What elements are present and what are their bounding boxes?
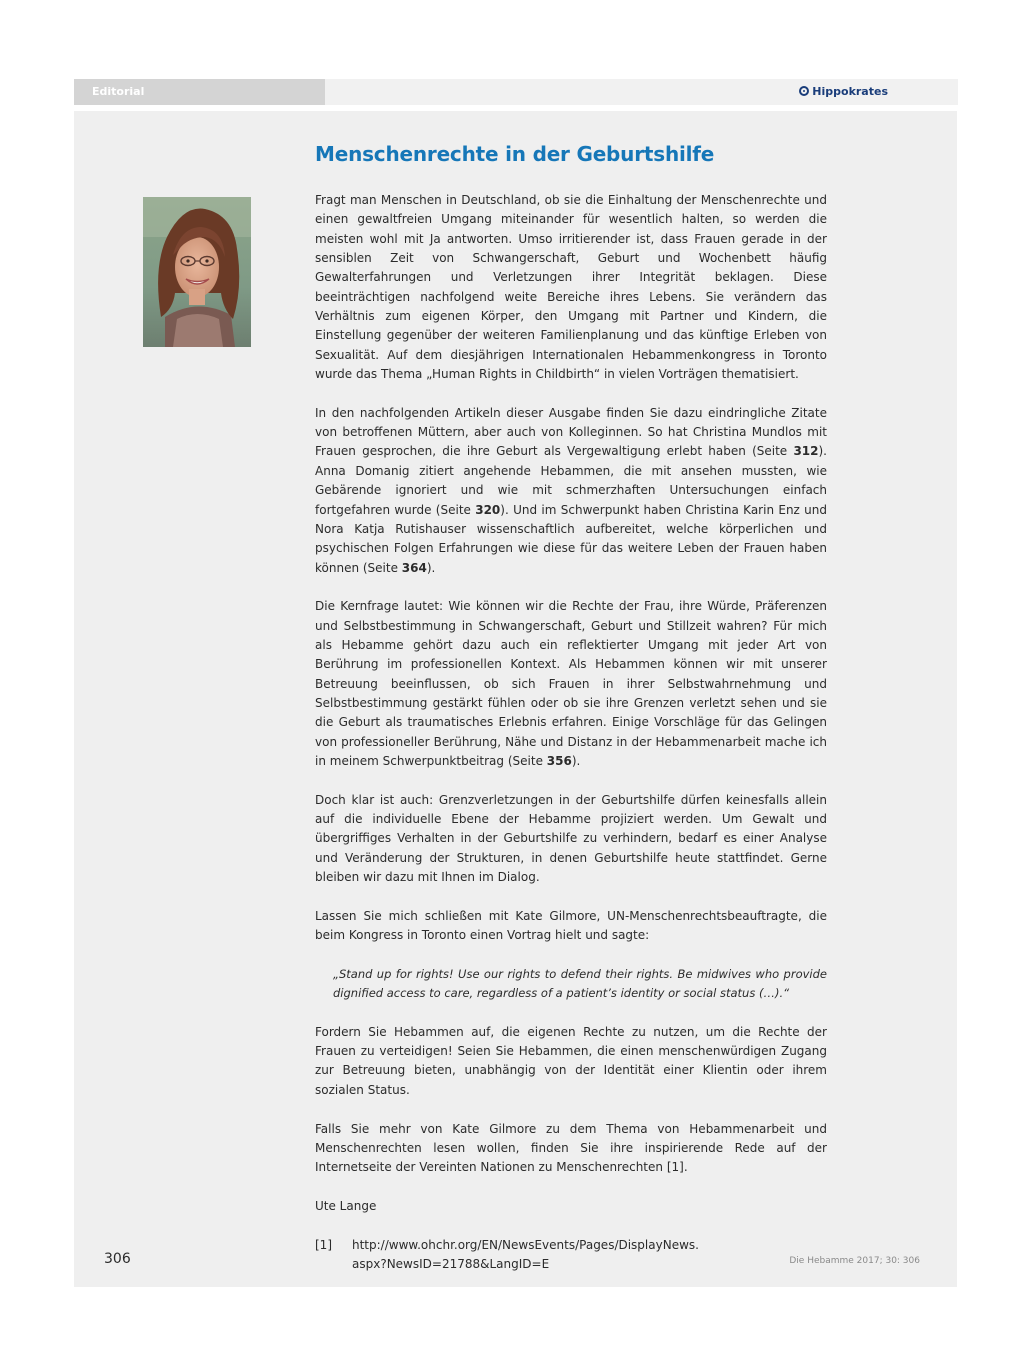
page-ref: 364 <box>401 560 427 575</box>
author-portrait <box>143 197 251 347</box>
brand-logo <box>799 79 888 105</box>
paragraph: Die Kernfrage lautet: Wie können wir die Rechte der Frau, ihre Würde, Präferenzen und Selbstbestimmung in Schwangerschaft, Geburt und Stillzeit wahren? Für mich als Hebamme gehört dazu auch ein reflektierter Umgang mit jeder Art von Berührung im professionellen Kontext. Als Hebammen können wir mit unserer Betreuung beeinflussen, ob sich Frauen in ihrer Selbstwahrnehmung und Selbstbestimmung gestärkt fühlen oder ob sie ihre Grenzen verletzt sehen und sie die Geburt als traumatisches Erlebnis erfahren. Einige Vorschläge für das Gelingen von professioneller Berührung, Nähe und Distanz in der Hebammenarbeit mache ich in meinem Schwerpunktbeitrag (Seite 356). <box>315 599 827 768</box>
paragraph: Falls Sie mehr von Kate Gilmore zu dem Thema von Hebammenarbeit und Menschenrechten lesen wollen, finden Sie ihre inspirierende Rede auf der Internetseite der Vereinten Nationen zu Menschenrechten [1]. <box>315 1121 827 1175</box>
brand-name: Hippokrates <box>812 85 888 98</box>
page-ref: 320 <box>475 502 501 517</box>
article-body <box>315 191 827 1274</box>
reference-url[interactable]: http://www.ohchr.org/EN/NewsEvents/Pages/DisplayNews. aspx?NewsID=21788&LangID=E <box>352 1237 699 1271</box>
header-bar <box>74 79 958 105</box>
paragraph: Lassen Sie mich schließen mit Kate Gilmore, UN-Menschenrechtsbeauftragte, die beim Kongress in Toronto einen Vortrag hielt und sagte: <box>315 908 827 943</box>
reference-item <box>315 1236 827 1275</box>
journal-citation: Die Hebamme 2017; 30: 306 <box>789 1256 920 1266</box>
paragraph: In den nachfolgenden Artikeln dieser Ausgabe finden Sie dazu eindringliche Zitate von betroffenen Müttern, aber auch von Kolleginnen. So hat Christina Mundlos mit Frauen gesprochen, die ihre Geburt als Vergewaltigung erlebt haben (Seite 312). Anna Domanig zitiert angehende Hebammen, die mit ansehen mussten, wie Gebärende ignoriert und wie mit schmerzhaften Untersuchungen einfach fortgefahren wurde (Seite 320). Und im Schwerpunkt haben Christina Karin Enz und Nora Katja Rutishauser wissenschaftlich aufbereitet, welche körperlichen und psychischen Folgen Erfahrungen wie diese für das weitere Leben der Frauen haben können (Seite 364). <box>315 405 827 575</box>
page-ref: 312 <box>793 444 819 459</box>
block-quote: „Stand up for rights! Use our rights to defend their rights. Be midwives who provide dignified access to care, regardless of a patient’s identity or social status (…).“ <box>333 966 827 1001</box>
paragraph: Fordern Sie Hebammen auf, die eigenen Rechte zu nutzen, um die Rechte der Frauen zu verteidigen! Seien Sie Hebammen, die einen menschenwürdigen Zugang zur Betreuung bieten, unabhängig von der Identität einer Klientin oder ihrem sozialen Status. <box>315 1024 827 1097</box>
hippokrates-logo-icon <box>799 86 809 96</box>
article-title: Menschenrechte in der Geburtshilfe <box>315 142 715 166</box>
paragraph: Doch klar ist auch: Grenzverletzungen in der Geburtshilfe dürfen keinesfalls allein auf die individuelle Ebene der Hebamme projiziert werden. Um Gewalt und übergriffiges Verhalten in der Geburtshilfe zu verhindern, bedarf es einer Analyse und Veränderung der Strukturen, in denen Geburtshilfe heute stattfindet. Gerne bleiben wir dazu mit Ihnen im Dialog. <box>315 792 827 885</box>
author-name: Ute Lange <box>315 1198 377 1213</box>
section-label: Editorial <box>74 79 325 105</box>
reference-number: [1] <box>315 1237 332 1252</box>
paragraph: Fragt man Menschen in Deutschland, ob sie die Einhaltung der Menschenrechte und einen gewaltfreien Umgang miteinander für wesentlich halten, so werden die meisten wohl mit Ja antworten. Umso irritierender ist, dass Frauen gerade in der sensiblen Zeit von Schwangerschaft, Geburt und Wochenbett häufig Gewalterfahrungen und Verletzungen ihrer Integrität beklagen. Diese beeinträchtigen nachfolgend weite Bereiche ihres Lebens. Sie verändern das Verhältnis zum eigenen Körper, den Umgang mit Partner und Kindern, die Einstellung gegenüber der weiteren Familienplanung und das künftige Erleben von Sexualität. Auf dem diesjährigen Internationalen Hebammenkongress in Toronto wurde das Thema „Human Rights in Childbirth“ in vielen Vorträgen thematisiert. <box>315 193 827 382</box>
page-number: 306 <box>104 1251 131 1267</box>
page-ref: 356 <box>546 753 572 768</box>
